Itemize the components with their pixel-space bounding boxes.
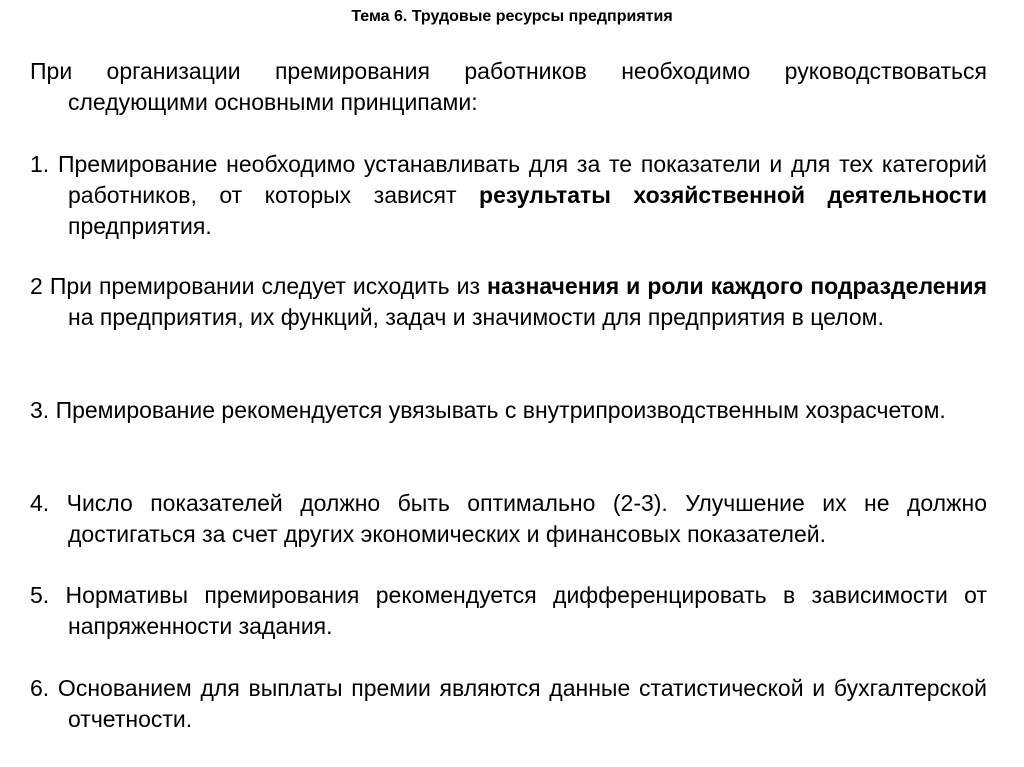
principle-2 [30, 271, 987, 333]
principle-2-text: 2 При премировании следует исходить из [30, 273, 488, 299]
principle-4: 4. Число показателей должно быть оптимально (2-3). Улучшение их не должно достигаться за счет других экономических и финансовых показателей. [30, 490, 987, 547]
principle-6: 6. Основанием для выплаты премии являются данные статистической и бухгалтерской отчетности. [30, 675, 987, 732]
principle-5: 5. Нормативы премирования рекомендуется дифференцировать в зависимости от напряженности задания. [30, 582, 987, 639]
principle-1 [30, 149, 987, 242]
principle-3: 3. Премирование рекомендуется увязывать с внутрипроизводственным хозрасчетом. [30, 397, 946, 423]
principle-1-emphasis: результаты хозяйственной деятельности [479, 182, 987, 208]
principle-1-text: 1. Премирование необходимо устанавливать для за те показатели и для тех категорий работников, от которых зависят [30, 151, 987, 208]
principle-2-tail: на предприятия, их функций, задач и значимости для предприятия в целом. [68, 304, 884, 330]
principle-2-emphasis: назначения и роли каждого подразделения [487, 273, 987, 299]
intro-paragraph: При организации премирования работников необходимо руководствоваться следующими основными принципами: [30, 58, 987, 115]
principle-1-tail: предприятия. [68, 213, 212, 239]
slide-title: Тема 6. Трудовые ресурсы предприятия [351, 8, 673, 25]
